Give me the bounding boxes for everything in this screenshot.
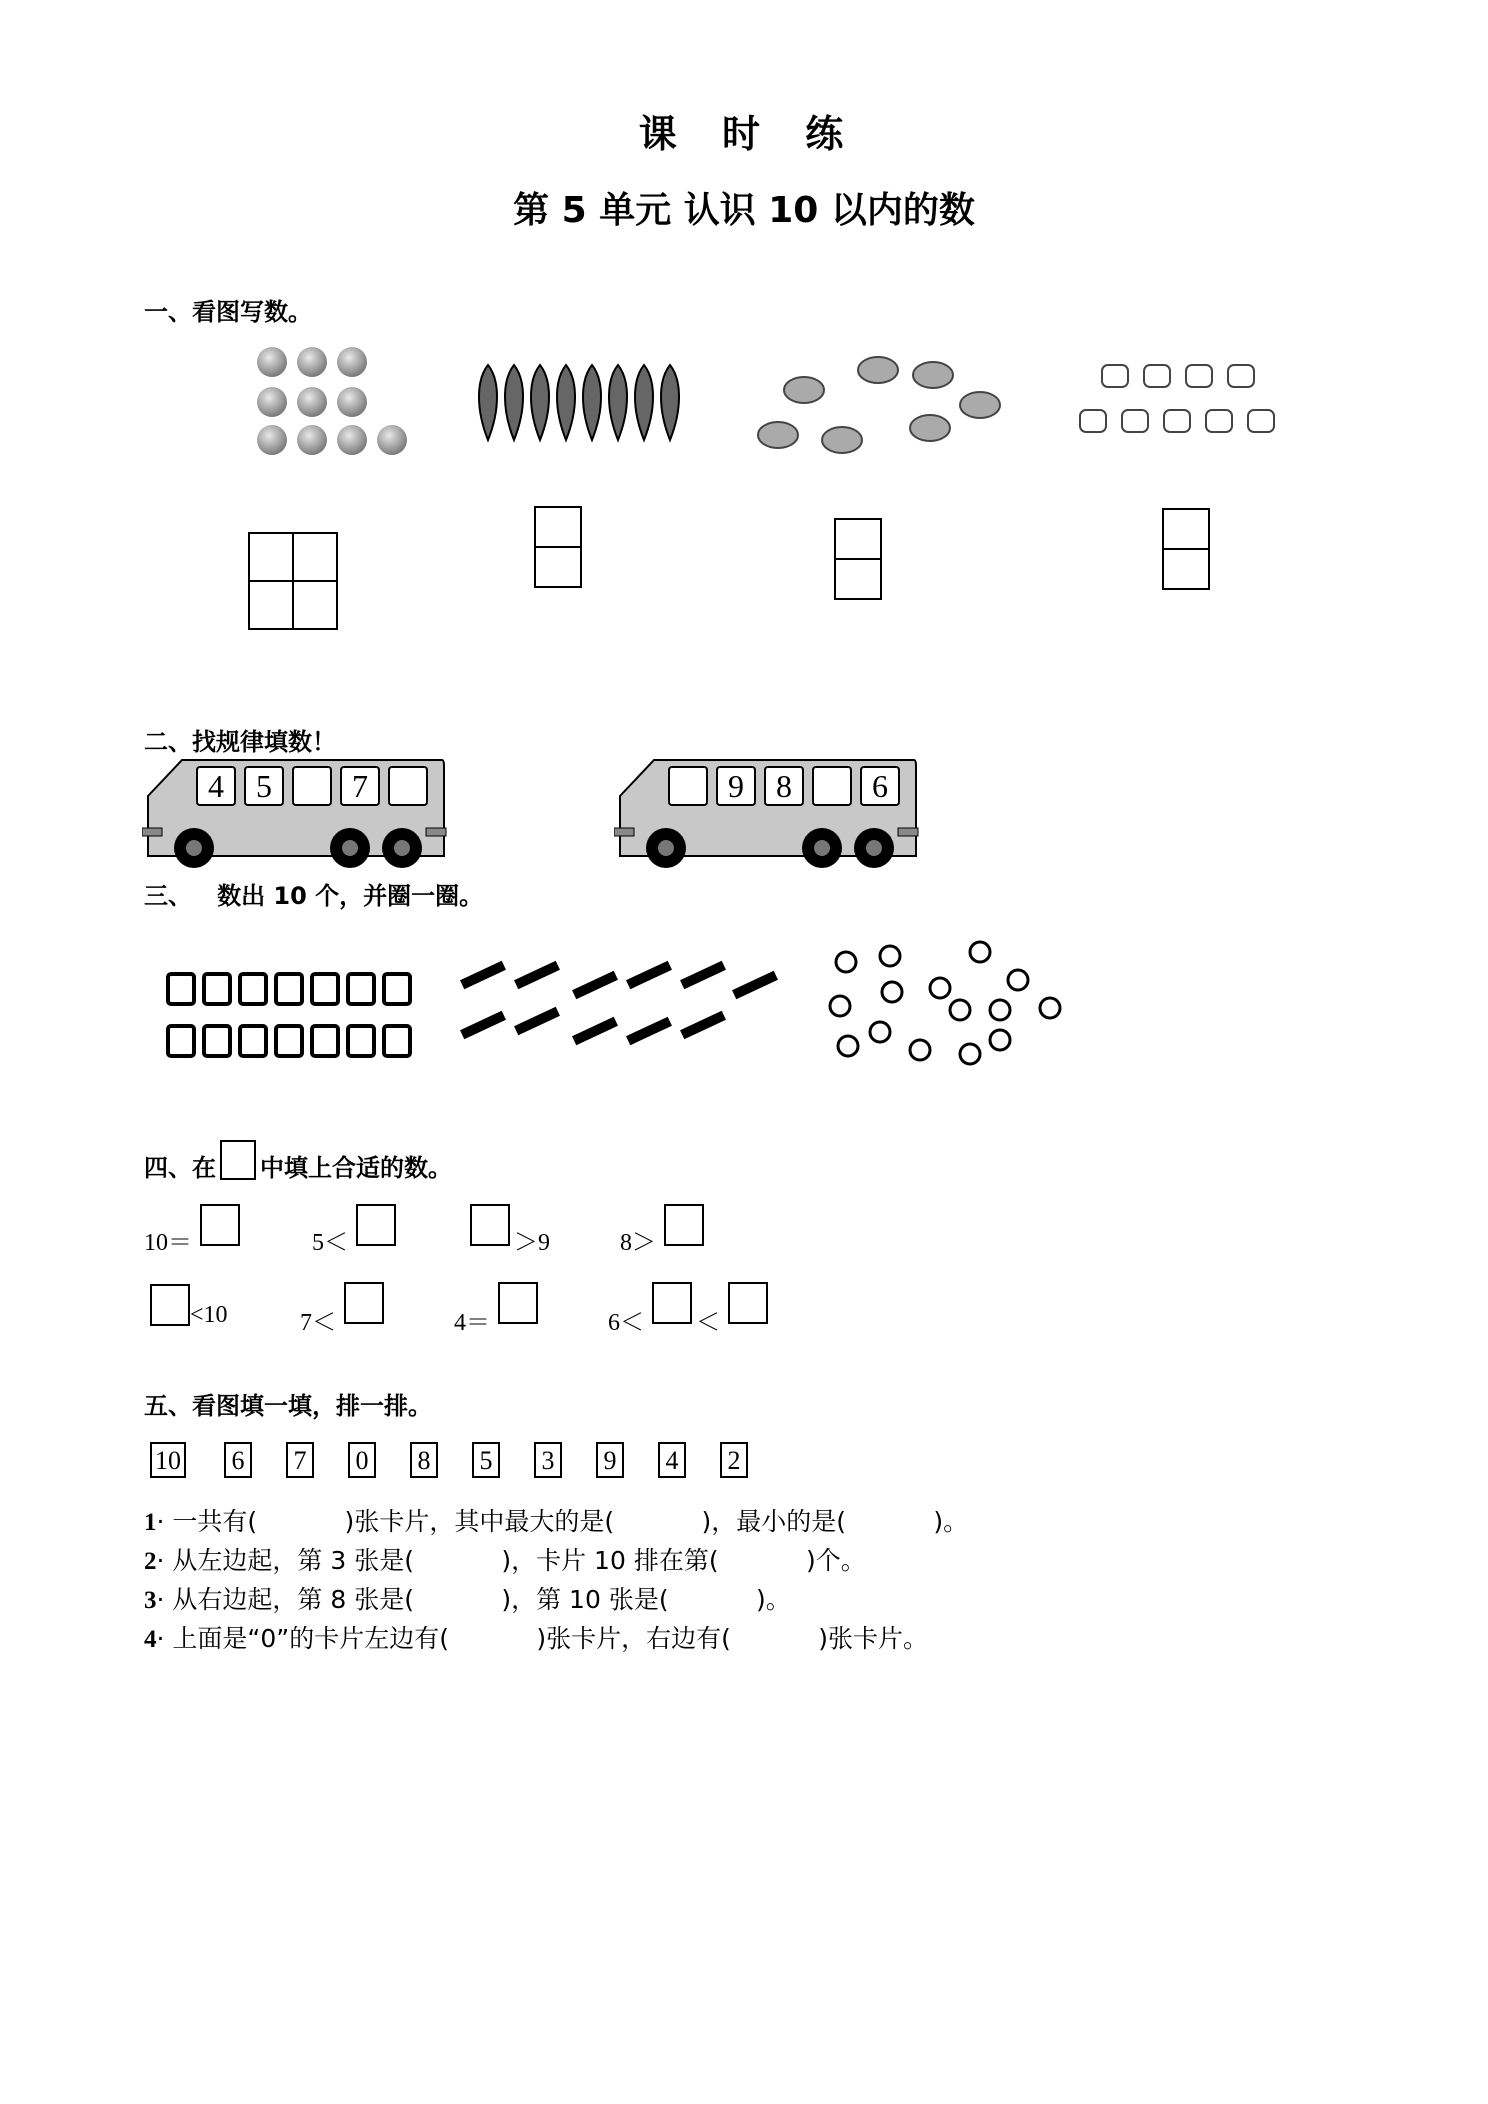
bus-2-window-1[interactable]	[668, 766, 708, 806]
card-4: 0	[348, 1442, 376, 1478]
bus-2-window-4[interactable]	[812, 766, 852, 806]
card-9: 4	[658, 1442, 686, 1478]
bus-2-window-3[interactable]: 8	[764, 766, 804, 806]
question-2	[144, 1541, 866, 1577]
ineq-1-2-text: 5＜	[312, 1230, 348, 1256]
ineq-2-5-box[interactable]	[728, 1282, 768, 1324]
bus-1	[142, 756, 452, 868]
ineq-1-4-text: 8＞	[620, 1230, 656, 1256]
card-2: 6	[224, 1442, 252, 1478]
section3-pictures	[160, 940, 1100, 1080]
birds-picture	[758, 357, 1000, 453]
worksheet-subtitle: 第 5 单元 认识 10 以内的数	[513, 190, 975, 231]
question-1-number: 1	[144, 1509, 157, 1536]
question-4-number: 4	[144, 1626, 157, 1653]
section1-pictures	[248, 340, 1318, 470]
ineq-1-3-box[interactable]	[470, 1204, 510, 1246]
card-5: 8	[410, 1442, 438, 1478]
card-10: 2	[720, 1442, 748, 1478]
ineq-1-1-text: 10＝	[144, 1230, 192, 1256]
drums-picture	[168, 974, 410, 1056]
bus-2-window-2[interactable]: 9	[716, 766, 756, 806]
question-3-text: · 从右边起，第 8 张是( )，第 10 张是( )。	[156, 1585, 791, 1614]
section4-label	[144, 1140, 452, 1183]
card-7: 3	[534, 1442, 562, 1478]
ineq-2-2-text: 7＜	[300, 1310, 336, 1336]
bus-1-window-4[interactable]: 7	[340, 766, 380, 806]
question-2-number: 2	[144, 1548, 157, 1575]
ineq-2-2-box[interactable]	[344, 1282, 384, 1324]
card-8: 9	[596, 1442, 624, 1478]
question-1	[144, 1502, 968, 1538]
ineq-2-4-box[interactable]	[652, 1282, 692, 1324]
ineq-1-4-box[interactable]	[664, 1204, 704, 1246]
bus-1-window-5[interactable]	[388, 766, 428, 806]
question-2-text: · 从左边起，第 3 张是( )，卡片 10 排在第( )个。	[156, 1546, 866, 1575]
clothes-picture	[1080, 365, 1274, 432]
section1-label: 一、看图写数。	[144, 298, 312, 326]
ineq-2-1-box[interactable]	[150, 1284, 190, 1326]
question-4-text: · 上面是“0”的卡片左边有( )张卡片，右边有( )张卡片。	[156, 1624, 929, 1653]
ineq-1-3-text: ＞9	[514, 1230, 550, 1256]
ineq-1-2-box[interactable]	[356, 1204, 396, 1246]
ineq-2-5-text: ＜	[696, 1310, 720, 1336]
worksheet-title: 课 时 练	[638, 112, 850, 156]
sample-box-icon	[220, 1140, 256, 1180]
ineq-2-4-text: 6＜	[608, 1310, 644, 1336]
bus-1-window-1[interactable]: 4	[196, 766, 236, 806]
section5-label: 五、看图填一填，排一排。	[144, 1392, 432, 1420]
benches-picture	[460, 961, 778, 1046]
section4-label-pre: 四、在	[144, 1154, 216, 1182]
bus-1-window-3[interactable]	[292, 766, 332, 806]
question-3	[144, 1580, 791, 1616]
card-3: 7	[286, 1442, 314, 1478]
bus-1-window-2[interactable]: 5	[244, 766, 284, 806]
trees-picture	[479, 365, 679, 440]
ineq-2-3-text: 4＝	[454, 1310, 490, 1336]
bus-2-window-5[interactable]: 6	[860, 766, 900, 806]
question-3-number: 3	[144, 1587, 157, 1614]
rabbits-picture	[830, 942, 1060, 1064]
ineq-2-3-box[interactable]	[498, 1282, 538, 1324]
question-4	[144, 1619, 928, 1655]
section3-label: 三、 数出 10 个，并圈一圈。	[144, 882, 484, 910]
question-1-text: · 一共有( )张卡片，其中最大的是( )，最小的是( )。	[156, 1507, 969, 1536]
ineq-1-1-box[interactable]	[200, 1204, 240, 1246]
ineq-2-1-text: <10	[190, 1302, 228, 1328]
card-6: 5	[472, 1442, 500, 1478]
card-1: 10	[150, 1442, 186, 1478]
section2-label: 二、找规律填数！	[144, 728, 336, 756]
section4-label-post: 中填上合适的数。	[260, 1154, 452, 1182]
bus-2	[614, 756, 924, 868]
balls-picture	[257, 347, 407, 455]
